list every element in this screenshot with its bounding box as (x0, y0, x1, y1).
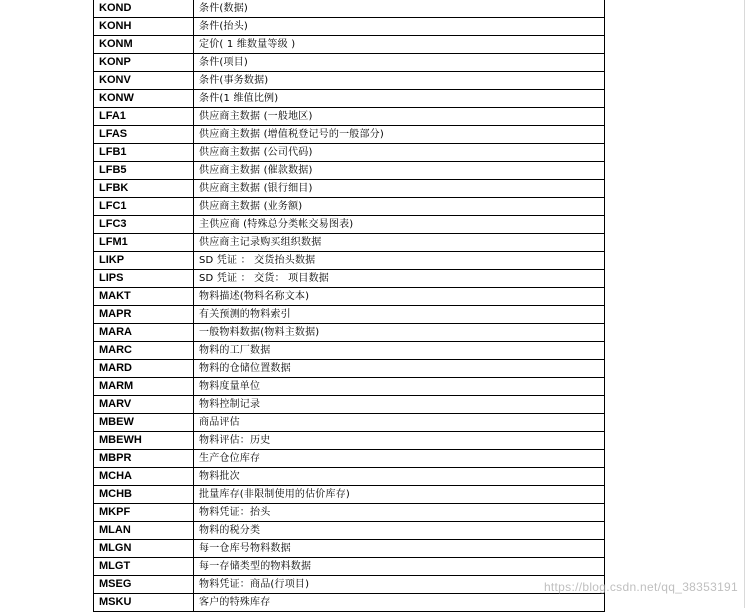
table-row (94, 126, 605, 144)
table-description-cell: 定价( 1 维数量等级 ) (194, 36, 605, 54)
table-row (94, 90, 605, 108)
table-body (94, 0, 605, 612)
table-description-cell: 批量库存(非限制使用的估价库存) (194, 486, 605, 504)
table-name-cell: LFC1 (94, 198, 194, 216)
table-name-cell: MSKU (94, 594, 194, 612)
table-description-cell: 供应商主数据 (公司代码) (194, 144, 605, 162)
table-name-cell: KONW (94, 90, 194, 108)
sap-tables-table (93, 0, 605, 612)
table-name-cell: MLGT (94, 558, 194, 576)
table-name-cell: KONH (94, 18, 194, 36)
table-name-cell: MARC (94, 342, 194, 360)
table-row (94, 522, 605, 540)
table-row (94, 216, 605, 234)
table-row (94, 504, 605, 522)
table-name-cell: MARV (94, 396, 194, 414)
table-description-cell: 物料批次 (194, 468, 605, 486)
table-description-cell: 供应商主数据 (增值税登记号的一般部分) (194, 126, 605, 144)
table-description-cell: 一般物料数据(物料主数据) (194, 324, 605, 342)
table-name-cell: MLGN (94, 540, 194, 558)
table-description-cell: 供应商主数据 (催款数据) (194, 162, 605, 180)
table-name-cell: KONP (94, 54, 194, 72)
table-row (94, 288, 605, 306)
table-name-cell: LFB1 (94, 144, 194, 162)
table-description-cell: 生产仓位库存 (194, 450, 605, 468)
table-name-cell: MLAN (94, 522, 194, 540)
table-description-cell: 条件(1 维值比例) (194, 90, 605, 108)
table-name-cell: KOND (94, 0, 194, 18)
table-description-cell: SD 凭证 ： 交货： 项目数据 (194, 270, 605, 288)
table-description-cell: 供应商主数据 (银行细目) (194, 180, 605, 198)
table-description-cell: 有关预测的物料索引 (194, 306, 605, 324)
table-name-cell: MAPR (94, 306, 194, 324)
table-name-cell: MBEWH (94, 432, 194, 450)
table-row (94, 540, 605, 558)
table-row (94, 396, 605, 414)
table-row (94, 234, 605, 252)
table-row (94, 378, 605, 396)
table-name-cell: MAKT (94, 288, 194, 306)
table-name-cell: MSEG (94, 576, 194, 594)
table-description-cell: 条件(数据) (194, 0, 605, 18)
table-row (94, 18, 605, 36)
table-description-cell: 商品评估 (194, 414, 605, 432)
table-row (94, 144, 605, 162)
table-name-cell: LFB5 (94, 162, 194, 180)
table-row (94, 54, 605, 72)
table-row (94, 324, 605, 342)
table-row (94, 36, 605, 54)
table-row (94, 252, 605, 270)
table-row (94, 414, 605, 432)
table-name-cell: LFC3 (94, 216, 194, 234)
table-description-cell: 条件(抬头) (194, 18, 605, 36)
table-name-cell: MBPR (94, 450, 194, 468)
table-description-cell: 物料评估：历史 (194, 432, 605, 450)
table-name-cell: LFM1 (94, 234, 194, 252)
table-description-cell: 物料的仓储位置数据 (194, 360, 605, 378)
table-row (94, 432, 605, 450)
table-description-cell: SD 凭证 ： 交货抬头数据 (194, 252, 605, 270)
table-description-cell: 物料凭证：抬头 (194, 504, 605, 522)
table-description-cell: 供应商主数据 (一般地区) (194, 108, 605, 126)
table-row (94, 198, 605, 216)
table-name-cell: LIKP (94, 252, 194, 270)
table-description-cell: 物料的工厂数据 (194, 342, 605, 360)
table-description-cell: 物料的税分类 (194, 522, 605, 540)
table-description-cell: 每一存储类型的物料数据 (194, 558, 605, 576)
table-description-cell: 主供应商 (特殊总分类帐交易图表) (194, 216, 605, 234)
table-description-cell: 条件(事务数据) (194, 72, 605, 90)
table-row (94, 162, 605, 180)
table-row (94, 576, 605, 594)
table-row (94, 486, 605, 504)
table-description-cell: 条件(项目) (194, 54, 605, 72)
table-name-cell: MARM (94, 378, 194, 396)
table-description-cell: 供应商主记录购买组织数据 (194, 234, 605, 252)
table-name-cell: LIPS (94, 270, 194, 288)
table-name-cell: MARA (94, 324, 194, 342)
table-name-cell: MARD (94, 360, 194, 378)
table-row (94, 558, 605, 576)
table-row (94, 594, 605, 612)
page-edge-divider (744, 0, 745, 608)
table-name-cell: MCHA (94, 468, 194, 486)
table-description-cell: 每一仓库号物料数据 (194, 540, 605, 558)
table-name-cell: KONM (94, 36, 194, 54)
table-name-cell: KONV (94, 72, 194, 90)
table-row (94, 72, 605, 90)
table-row (94, 450, 605, 468)
table-row (94, 0, 605, 18)
table-description-cell: 物料度量单位 (194, 378, 605, 396)
table-description-cell: 客户的特殊库存 (194, 594, 605, 612)
table-row (94, 270, 605, 288)
table-description-cell: 物料控制记录 (194, 396, 605, 414)
table-name-cell: LFBK (94, 180, 194, 198)
watermark: https://blog.csdn.net/qq_38353191 (543, 580, 738, 594)
table-row (94, 108, 605, 126)
table-row (94, 360, 605, 378)
table-row (94, 306, 605, 324)
table-description-cell: 物料描述(物料名称文本) (194, 288, 605, 306)
table-name-cell: LFA1 (94, 108, 194, 126)
table-row (94, 342, 605, 360)
table-description-cell: 供应商主数据 (业务额) (194, 198, 605, 216)
table-name-cell: MBEW (94, 414, 194, 432)
table-row (94, 180, 605, 198)
table-description-cell: 物料凭证：商品(行项目) (194, 576, 605, 594)
table-name-cell: LFAS (94, 126, 194, 144)
table-name-cell: MCHB (94, 486, 194, 504)
table-row (94, 468, 605, 486)
table-name-cell: MKPF (94, 504, 194, 522)
